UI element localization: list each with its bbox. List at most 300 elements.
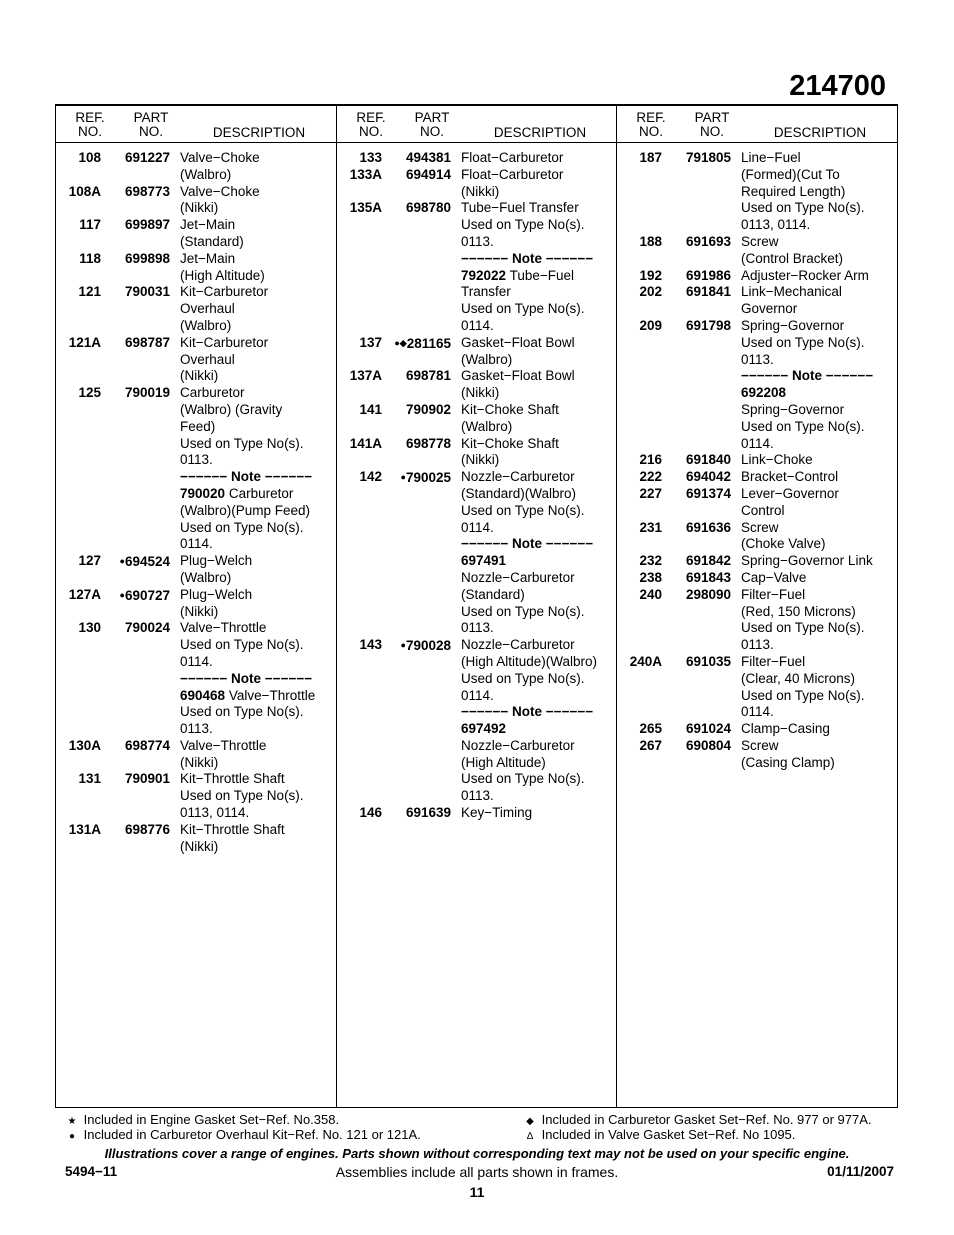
part-no: [382, 469, 451, 536]
description: [180, 184, 337, 218]
part-row: [56, 587, 337, 621]
description-text: Jet−Main (Standard): [180, 217, 244, 249]
part-row: [337, 536, 618, 637]
model-number: 214700: [789, 70, 886, 102]
description-text: Float−Carburetor (Nikki): [461, 166, 564, 199]
ref-no: 265: [639, 721, 662, 737]
part-number: 791805: [685, 150, 731, 165]
part-no: [662, 570, 731, 587]
description-text: Kit−Throttle Shaft Used on Type No(s). 0113, 0114.: [180, 771, 304, 821]
description: [461, 536, 618, 637]
ref-no: 137: [359, 334, 382, 350]
part-row: [617, 318, 898, 368]
legend-text: Included in Engine Gasket Set−Ref. No.358.: [83, 1112, 340, 1127]
part-number: 790024: [124, 620, 170, 636]
part-row: [337, 335, 618, 369]
part-no: [101, 822, 170, 856]
part-row: [617, 150, 898, 234]
part-no-header: PART NO.: [133, 110, 169, 139]
description-header: DESCRIPTION: [212, 125, 306, 140]
part-row: [337, 469, 618, 536]
part-no: [382, 200, 451, 250]
kit-marker-icon: ●: [400, 640, 406, 651]
parts-table: [55, 104, 898, 1108]
column-header: [337, 106, 618, 143]
description: [461, 200, 618, 250]
part-no: [101, 671, 170, 738]
description: [741, 452, 898, 469]
part-row: [56, 671, 337, 738]
description: [180, 469, 337, 553]
ref-no: 240A: [629, 653, 662, 669]
note-part-number: 792022: [461, 267, 507, 283]
description-header: DESCRIPTION: [773, 125, 867, 140]
description-text: Gasket−Float Bowl (Walbro): [461, 334, 575, 367]
part-number: 691986: [685, 267, 731, 283]
description: [741, 368, 898, 452]
ref-no: [337, 704, 382, 805]
part-number: 790902: [405, 401, 451, 417]
part-row: [337, 637, 618, 704]
description: [461, 335, 618, 369]
ref-no: 187: [639, 150, 662, 165]
part-no-header: PART NO.: [694, 110, 730, 139]
description: [180, 587, 337, 621]
ref-no: 232: [639, 553, 662, 569]
legend-text: Included in Carburetor Overhaul Kit−Ref. No. 121 or 121A.: [83, 1127, 421, 1142]
footer-note: Assemblies include all parts shown in frames.: [335, 1164, 619, 1180]
description-text: Bracket−Control: [741, 469, 839, 485]
description-text: Carburetor (Walbro) (Gravity Feed) Used on Type No(s). 0113.: [180, 385, 304, 468]
part-no: [382, 402, 451, 436]
ref-no: 121A: [68, 334, 101, 350]
part-number: 494381: [405, 150, 451, 165]
description: [180, 738, 337, 772]
part-row: [56, 469, 337, 553]
part-row: [337, 200, 618, 250]
ref-no: 227: [639, 485, 662, 501]
dot-icon: ●: [68, 1131, 76, 1142]
legend-text: Included in Valve Gasket Set−Ref. No 1095.: [541, 1127, 796, 1142]
part-row: [56, 217, 337, 251]
description-text: Nozzle−Carburetor (Standard)(Walbro) Used on Type No(s). 0114.: [461, 469, 585, 535]
ref-no: 135A: [349, 200, 382, 216]
description: [461, 469, 618, 536]
part-number: 691798: [685, 317, 731, 333]
part-number: 698774: [124, 737, 170, 753]
description-text: Nozzle−Carburetor (High Altitude)(Walbro) Used on Type No(s). 0114.: [461, 637, 598, 703]
description: [741, 570, 898, 587]
part-row: [617, 738, 898, 772]
part-row: [617, 284, 898, 318]
description-text: Valve−Throttle (Nikki): [180, 737, 267, 770]
part-number: 694914: [405, 166, 451, 182]
part-no: [101, 553, 170, 587]
description: [180, 385, 337, 469]
part-no: [101, 217, 170, 251]
ref-no: 216: [639, 452, 662, 468]
description-text: Tube−Fuel Transfer Used on Type No(s). 0114.: [461, 267, 585, 333]
description-text: Nozzle−Carburetor (High Altitude) Used on Type No(s). 0113.: [461, 737, 585, 804]
description-text: Adjuster−Rocker Arm: [741, 267, 869, 283]
description: [741, 284, 898, 318]
ref-no: 142: [359, 469, 382, 485]
part-number: 691693: [685, 233, 731, 249]
description: [741, 654, 898, 721]
description: [741, 520, 898, 554]
description-text: Valve−Throttle Used on Type No(s). 0114.: [180, 620, 304, 669]
ref-no: 130A: [68, 737, 101, 753]
description: [180, 150, 337, 184]
part-number: 790901: [124, 771, 170, 787]
description-text: Carburetor (Walbro)(Pump Feed) Used on Type No(s). 0114.: [180, 485, 311, 552]
part-no: [382, 805, 451, 822]
part-row: [56, 738, 337, 772]
part-no: [662, 738, 731, 772]
description-text: Filter−Fuel (Red, 150 Microns) Used on Type No(s). 0113.: [741, 586, 865, 653]
note-divider: −−−−−− Note −−−−−−: [180, 670, 313, 686]
part-no: [382, 150, 451, 167]
description: [461, 368, 618, 402]
part-row: [337, 805, 618, 822]
part-row: [337, 436, 618, 470]
ref-no: 141A: [349, 435, 382, 451]
description-text: Tube−Fuel Transfer Used on Type No(s). 0113.: [461, 200, 585, 249]
part-number: 691227: [124, 150, 170, 165]
part-number: 691374: [685, 485, 731, 501]
part-row: [56, 822, 337, 856]
part-no: [662, 452, 731, 469]
description-header: DESCRIPTION: [493, 125, 587, 140]
description: [741, 587, 898, 654]
part-row: [617, 469, 898, 486]
ref-no-header: REF. NO.: [75, 110, 105, 139]
ref-no: 133: [359, 150, 382, 165]
parts-rows: [337, 150, 618, 822]
description-text: Screw (Casing Clamp): [741, 737, 835, 770]
description: [741, 268, 898, 285]
ref-no: [337, 251, 382, 335]
part-no: [382, 704, 451, 805]
description: [180, 251, 337, 285]
ref-no: 143: [359, 637, 382, 653]
part-no: [382, 167, 451, 201]
part-no: [382, 368, 451, 402]
ref-no: 108A: [68, 183, 101, 199]
part-number: 790019: [124, 385, 170, 401]
part-row: [56, 620, 337, 670]
part-row: [56, 335, 337, 385]
ref-no: 127: [78, 553, 101, 569]
part-no: [662, 150, 731, 234]
description-text: Screw (Choke Valve): [741, 519, 826, 552]
kit-marker-icon: ●: [119, 589, 125, 600]
description: [180, 671, 337, 738]
description: [741, 318, 898, 368]
ref-no: 133A: [349, 166, 382, 182]
description-text: Plug−Welch (Nikki): [180, 586, 253, 619]
description-text: Cap−Valve: [741, 569, 807, 585]
part-number: 691841: [685, 284, 731, 300]
document-date: 01/11/2007: [827, 1164, 894, 1179]
description-text: Clamp−Casing: [741, 721, 830, 737]
description: [180, 217, 337, 251]
description: [180, 553, 337, 587]
diamond-icon: ◆: [526, 1116, 534, 1127]
ref-no: 131: [78, 771, 101, 787]
part-number: 694524: [124, 554, 170, 570]
part-no: [662, 284, 731, 318]
ref-no: 141: [359, 401, 382, 417]
part-row: [617, 486, 898, 520]
description-text: Nozzle−Carburetor (Standard) Used on Type No(s). 0113.: [461, 569, 585, 636]
part-row: [56, 553, 337, 587]
part-no: [662, 520, 731, 554]
ref-no-header: REF. NO.: [636, 110, 666, 139]
description-text: Valve−Throttle Used on Type No(s). 0113.: [180, 687, 316, 737]
ref-no: 127A: [68, 586, 101, 602]
ref-no: [337, 536, 382, 637]
part-row: [337, 251, 618, 335]
description: [180, 620, 337, 670]
kit-marker-icon: ●◆: [394, 337, 407, 348]
note-part-number: 790020: [180, 485, 226, 501]
part-no: [101, 771, 170, 821]
part-row: [617, 520, 898, 554]
description: [461, 167, 618, 201]
part-number: 690727: [124, 587, 170, 603]
description-text: Kit−Choke Shaft (Walbro): [461, 401, 559, 434]
description: [741, 738, 898, 772]
column-header: [56, 106, 337, 143]
part-no: [662, 654, 731, 721]
note-part-number: 697491: [461, 553, 507, 569]
description-text: Line−Fuel (Formed)(Cut To Required Length) Used on Type No(s). 0113, 0114.: [741, 150, 865, 233]
description: [741, 469, 898, 486]
part-row: [617, 654, 898, 721]
part-no: [662, 268, 731, 285]
ref-no: 121: [78, 284, 101, 300]
ref-no: 231: [639, 519, 662, 535]
ref-no: 202: [639, 284, 662, 300]
ref-no: 267: [639, 737, 662, 753]
part-row: [56, 150, 337, 184]
ref-no: 240: [639, 586, 662, 602]
description-text: Link−Choke: [741, 452, 813, 468]
part-number: 298090: [685, 586, 731, 602]
description: [461, 402, 618, 436]
part-no: [382, 251, 451, 335]
description-text: Lever−Governor Control: [741, 485, 839, 518]
part-number: 281165: [406, 335, 451, 351]
description: [461, 150, 618, 167]
description: [180, 822, 337, 856]
note-divider: −−−−−− Note −−−−−−: [741, 368, 874, 384]
column-header: [617, 106, 898, 143]
part-row: [337, 150, 618, 167]
part-no: [101, 469, 170, 553]
description-text: Valve−Choke (Nikki): [180, 183, 260, 216]
parts-column-1: [56, 106, 337, 1107]
part-number: 699898: [124, 250, 170, 266]
part-row: [56, 385, 337, 469]
part-number: 698780: [405, 200, 451, 216]
part-no: [101, 620, 170, 670]
part-number: 698773: [124, 183, 170, 199]
part-no: [382, 436, 451, 470]
legend-text: Included in Carburetor Gasket Set−Ref. No. 977 or 977A.: [541, 1112, 872, 1127]
part-no-header: PART NO.: [414, 110, 450, 139]
part-number: 790031: [124, 284, 170, 300]
part-no: [662, 587, 731, 654]
page-number: 11: [469, 1184, 485, 1200]
part-no: [662, 486, 731, 520]
description-text: Kit−Choke Shaft (Nikki): [461, 435, 559, 468]
part-no: [101, 587, 170, 621]
part-row: [56, 771, 337, 821]
description-text: Float−Carburetor: [461, 150, 564, 165]
part-no: [662, 318, 731, 368]
ref-no: 137A: [349, 368, 382, 384]
part-row: [56, 184, 337, 218]
ref-no: 238: [639, 569, 662, 585]
part-number: 698778: [405, 435, 451, 451]
ref-no: 125: [78, 385, 101, 401]
description-text: Link−Mechanical Governor: [741, 284, 842, 317]
part-no: [382, 335, 451, 369]
ref-no: [56, 671, 101, 738]
parts-rows: [56, 150, 337, 855]
part-no: [662, 469, 731, 486]
part-number: 699897: [124, 217, 170, 233]
legend-dot: [64, 1127, 421, 1144]
part-no: [101, 335, 170, 385]
description: [461, 637, 618, 704]
description-text: Valve−Choke (Walbro): [180, 150, 260, 182]
part-row: [617, 452, 898, 469]
part-row: [337, 368, 618, 402]
part-no: [101, 184, 170, 218]
description-text: Key−Timing: [461, 805, 533, 821]
description: [741, 150, 898, 234]
description-text: Jet−Main (High Altitude): [180, 250, 265, 283]
note-divider: −−−−−− Note −−−−−−: [461, 250, 594, 266]
ref-no: 130: [78, 620, 101, 636]
part-row: [56, 251, 337, 285]
part-no: [382, 637, 451, 704]
part-row: [337, 704, 618, 805]
ref-no: 188: [639, 233, 662, 249]
ref-no: 117: [79, 217, 101, 233]
part-row: [617, 570, 898, 587]
description: [461, 704, 618, 805]
part-number: 790028: [405, 638, 451, 654]
part-row: [617, 721, 898, 738]
description-text: Plug−Welch (Walbro): [180, 553, 253, 585]
description: [461, 805, 618, 822]
description: [180, 284, 337, 334]
ref-no: 192: [639, 267, 662, 283]
description-text: Filter−Fuel (Clear, 40 Microns) Used on Type No(s). 0114.: [741, 653, 865, 720]
part-row: [617, 234, 898, 268]
description: [461, 436, 618, 470]
part-number: 694042: [685, 469, 731, 485]
description-text: Gasket−Float Bowl (Nikki): [461, 368, 575, 401]
part-no: [382, 536, 451, 637]
ref-no: 131A: [68, 821, 101, 837]
parts-column-3: [616, 106, 898, 1107]
part-number: 698787: [124, 334, 170, 350]
part-row: [337, 167, 618, 201]
note-divider: −−−−−− Note −−−−−−: [461, 536, 594, 552]
description: [741, 234, 898, 268]
part-no: [101, 738, 170, 772]
part-no: [662, 234, 731, 268]
description-text: Kit−Carburetor Overhaul (Nikki): [180, 334, 269, 384]
description: [741, 553, 898, 570]
description: [741, 721, 898, 738]
ref-no: 108: [78, 150, 101, 165]
description-text: Screw (Control Bracket): [741, 233, 844, 266]
part-no: [101, 251, 170, 285]
note-divider: −−−−−− Note −−−−−−: [180, 469, 313, 485]
description-text: Spring−Governor Used on Type No(s). 0114.: [741, 401, 865, 451]
ref-no: [56, 469, 101, 553]
disclaimer: Illustrations cover a range of engines. Parts shown without corresponding text may not be used on your specific engine.: [104, 1146, 850, 1161]
ref-no: 222: [639, 469, 662, 485]
part-no: [101, 150, 170, 184]
part-number: 698776: [124, 821, 170, 837]
ref-no: 146: [359, 805, 382, 821]
legend-delta: [522, 1127, 795, 1144]
part-row: [617, 368, 898, 452]
kit-marker-icon: ●: [119, 556, 125, 567]
ref-no: [617, 368, 662, 452]
part-number: 690804: [685, 737, 731, 753]
part-number: 691024: [685, 721, 731, 737]
description: [180, 771, 337, 821]
description: [461, 251, 618, 335]
star-icon: ★: [67, 1116, 77, 1127]
part-no: [662, 721, 731, 738]
description-text: Kit−Carburetor Overhaul (Walbro): [180, 284, 269, 333]
part-row: [617, 587, 898, 654]
part-row: [337, 402, 618, 436]
part-row: [617, 553, 898, 570]
note-divider: −−−−−− Note −−−−−−: [461, 704, 594, 720]
description-text: Kit−Throttle Shaft (Nikki): [180, 821, 285, 854]
part-number: 691843: [685, 569, 731, 585]
part-number: 691639: [405, 805, 451, 821]
parts-column-2: [336, 106, 618, 1107]
note-part-number: 690468: [180, 687, 226, 703]
part-number: 691636: [685, 519, 731, 535]
part-no: [662, 553, 731, 570]
kit-marker-icon: ●: [400, 472, 406, 483]
part-no: [101, 284, 170, 334]
ref-no-header: REF. NO.: [356, 110, 386, 139]
ref-no: 118: [79, 250, 101, 266]
part-number: 691035: [685, 653, 731, 669]
part-number: 698781: [405, 368, 451, 384]
delta-icon: ∆: [526, 1131, 534, 1142]
description-text: Spring−Governor Used on Type No(s). 0113.: [741, 317, 865, 367]
description: [741, 486, 898, 520]
note-part-number: 697492: [461, 721, 507, 737]
description: [180, 335, 337, 385]
parts-rows: [617, 150, 898, 771]
ref-no: 209: [639, 317, 662, 333]
